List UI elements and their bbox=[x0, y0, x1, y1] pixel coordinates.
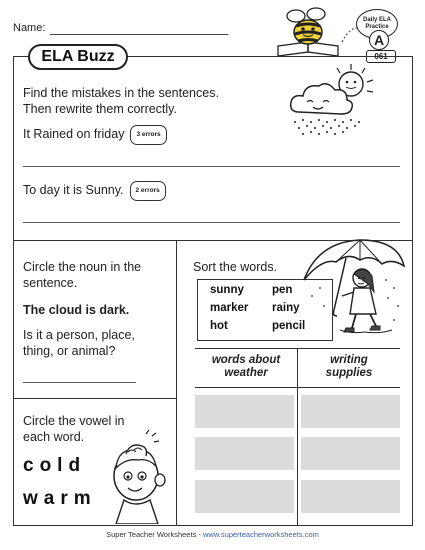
answer-line-1[interactable] bbox=[23, 166, 400, 167]
footer-text: Super Teacher Worksheets - bbox=[106, 530, 203, 539]
vowel-instruction-1: Circle the vowel in bbox=[23, 414, 125, 428]
badge-line2: Practice bbox=[365, 24, 389, 30]
badge-line1: Daily ELA bbox=[362, 17, 391, 23]
weather-header-line1: words about bbox=[211, 354, 281, 366]
noun-question-2: thing, or animal? bbox=[23, 344, 116, 358]
error-count-badge: 3 errors bbox=[130, 125, 166, 145]
answer-line-2[interactable] bbox=[23, 222, 400, 223]
supplies-answer-box[interactable] bbox=[301, 395, 400, 428]
supplies-header-line1: writing bbox=[330, 354, 368, 366]
sentence-1 bbox=[23, 125, 167, 145]
noun-instruction-2: sentence. bbox=[23, 276, 78, 290]
word-bank-item: pencil bbox=[272, 320, 306, 332]
boy-thinking-icon bbox=[108, 428, 174, 524]
badge-letter: A bbox=[369, 30, 389, 50]
supplies-answer-box[interactable] bbox=[301, 437, 400, 470]
word-bank-item: hot bbox=[210, 320, 228, 332]
sort-column-supplies-header bbox=[300, 354, 398, 380]
divider-vertical-left bbox=[176, 240, 177, 526]
word-bank-item: rainy bbox=[272, 302, 300, 314]
weather-header-line2: weather bbox=[224, 367, 268, 379]
error-count-badge: 2 errors bbox=[130, 181, 166, 201]
weather-answer-box[interactable] bbox=[195, 437, 294, 470]
noun-instruction-1: Circle the noun in the bbox=[23, 260, 142, 274]
sentence-2 bbox=[23, 181, 166, 201]
vowel-word-1[interactable]: cold bbox=[23, 455, 87, 476]
noun-question-1: Is it a person, place, bbox=[23, 328, 135, 342]
noun-sentence: The cloud is dark. bbox=[23, 303, 130, 317]
sort-instruction: Sort the words. bbox=[193, 260, 278, 274]
weather-answer-box[interactable] bbox=[195, 480, 294, 513]
mistakes-instruction-2: Then rewrite them correctly. bbox=[23, 102, 177, 116]
name-label: Name: bbox=[13, 22, 46, 34]
supplies-answer-box[interactable] bbox=[301, 480, 400, 513]
girl-umbrella-icon bbox=[300, 236, 408, 336]
vowel-instruction-2: each word. bbox=[23, 430, 85, 444]
noun-answer-line[interactable] bbox=[23, 382, 136, 383]
word-bank-item: sunny bbox=[210, 284, 244, 296]
sort-column-weather-header bbox=[197, 354, 295, 380]
footer bbox=[0, 530, 425, 539]
sort-column-divider bbox=[297, 348, 298, 526]
footer-link[interactable]: www.superteacherworksheets.com bbox=[202, 530, 319, 539]
badge-number: 061 bbox=[366, 50, 396, 63]
mistakes-instruction-1: Find the mistakes in the sentences. bbox=[23, 86, 219, 100]
cloud-sun-rain-icon bbox=[285, 62, 385, 142]
word-bank-item: pen bbox=[272, 284, 293, 296]
divider-left-bottom bbox=[13, 398, 177, 399]
weather-answer-box[interactable] bbox=[195, 395, 294, 428]
supplies-header-line2: supplies bbox=[325, 367, 373, 379]
sentence-1-text: It Rained on friday bbox=[23, 127, 125, 141]
sentence-2-text: To day it is Sunny. bbox=[23, 183, 124, 197]
word-bank-item: marker bbox=[210, 302, 249, 314]
name-line[interactable] bbox=[50, 34, 228, 35]
vowel-word-2[interactable]: warm bbox=[23, 488, 97, 509]
page-title: ELA Buzz bbox=[28, 44, 128, 70]
